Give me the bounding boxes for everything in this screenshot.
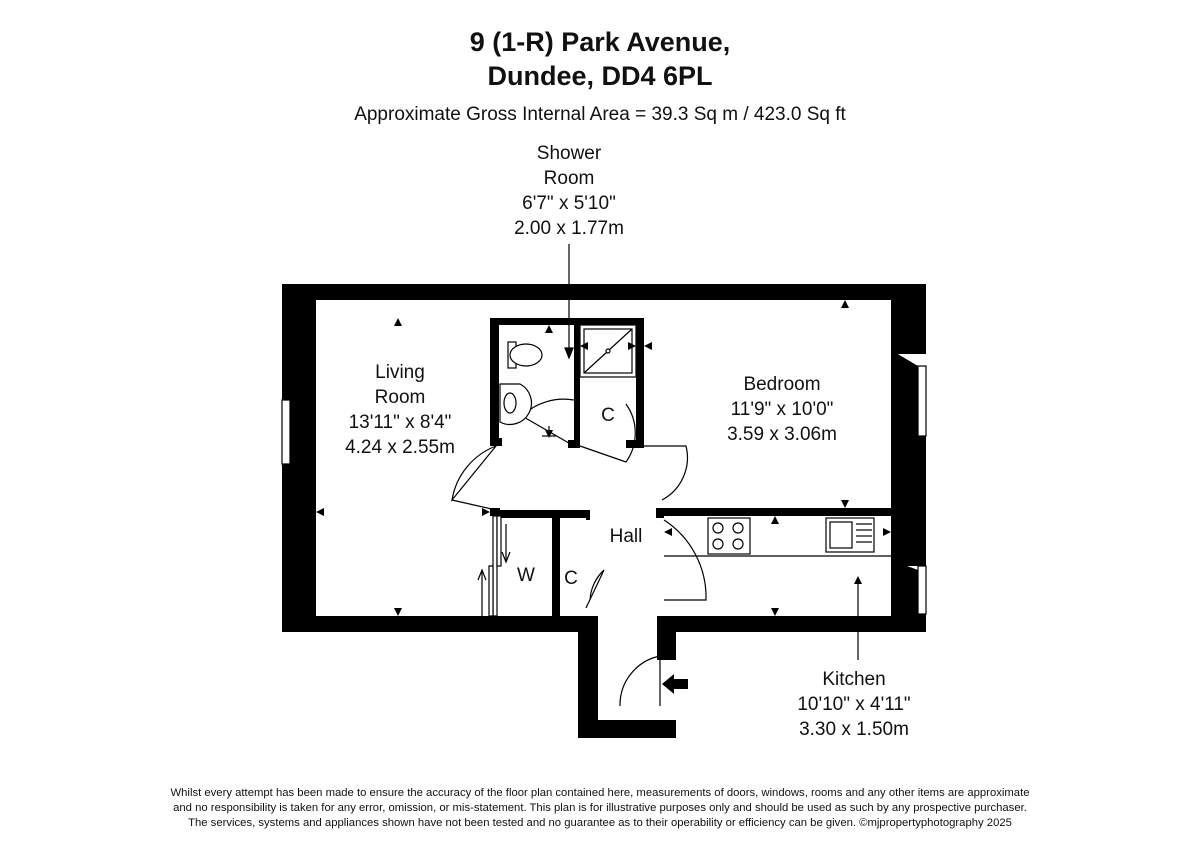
sink-icon — [826, 518, 874, 552]
wardrobe-doors — [489, 516, 501, 616]
address-line-2: Dundee, DD4 6PL — [487, 61, 713, 91]
cupboard-lower-label: C — [564, 568, 578, 589]
gross-internal-area: Approximate Gross Internal Area = 39.3 Sq m / 423.0 Sq ft — [354, 104, 846, 125]
living-room-metric: 4.24 x 2.55m — [345, 437, 455, 458]
shower-tray-icon — [580, 325, 636, 377]
hob-icon — [708, 518, 750, 554]
disclaimer-line-1: Whilst every attempt has been made to ensure the accuracy of the floor plan contained here, measurements of doors, windows, rooms and any other items are approximate — [170, 787, 1030, 799]
disclaimer-line-2: and no responsibility is taken for any error, omission, or mis-statement. This plan is for illustrative purposes only and should be used as such by any prospective purchaser. — [173, 802, 1027, 814]
shower-room-imperial: 6'7" x 5'10" — [522, 193, 616, 214]
living-room-name-1: Living — [375, 362, 425, 383]
kitchen-name: Kitchen — [822, 669, 886, 690]
disclaimer-line-3: The services, systems and appliances shown have not been tested and no guarantee as to their operability or efficiency can be given. ©mjpropertyphotography 2025 — [188, 817, 1012, 829]
kitchen-metric: 3.30 x 1.50m — [799, 719, 909, 740]
bedroom-name: Bedroom — [743, 374, 821, 395]
entrance-arrow-icon — [662, 674, 688, 694]
internal-walls — [490, 318, 892, 618]
shower-room-name-1: Shower — [536, 143, 602, 164]
bedroom-imperial: 11'9" x 10'0" — [730, 399, 834, 420]
hall-label: Hall — [609, 526, 643, 547]
shower-room-name-2: Room — [543, 168, 595, 189]
shower-room-metric: 2.00 x 1.77m — [514, 218, 624, 239]
cupboard-upper-label: C — [601, 405, 615, 426]
shower-room-label — [510, 141, 628, 241]
living-room-imperial: 13'11" x 8'4" — [348, 412, 452, 433]
kitchen-imperial: 10'10" x 4'11" — [797, 694, 911, 715]
address-line-1: 9 (1-R) Park Avenue, — [469, 27, 731, 57]
leader-lines — [542, 244, 858, 660]
disclaimer — [0, 786, 1200, 831]
toilet-icon — [508, 342, 542, 368]
living-room-label — [330, 360, 470, 460]
living-room-name-2: Room — [374, 387, 426, 408]
wardrobe-label: W — [517, 565, 535, 586]
bedroom-label — [712, 372, 852, 447]
kitchen-label — [784, 667, 924, 742]
bedroom-metric: 3.59 x 3.06m — [727, 424, 837, 445]
